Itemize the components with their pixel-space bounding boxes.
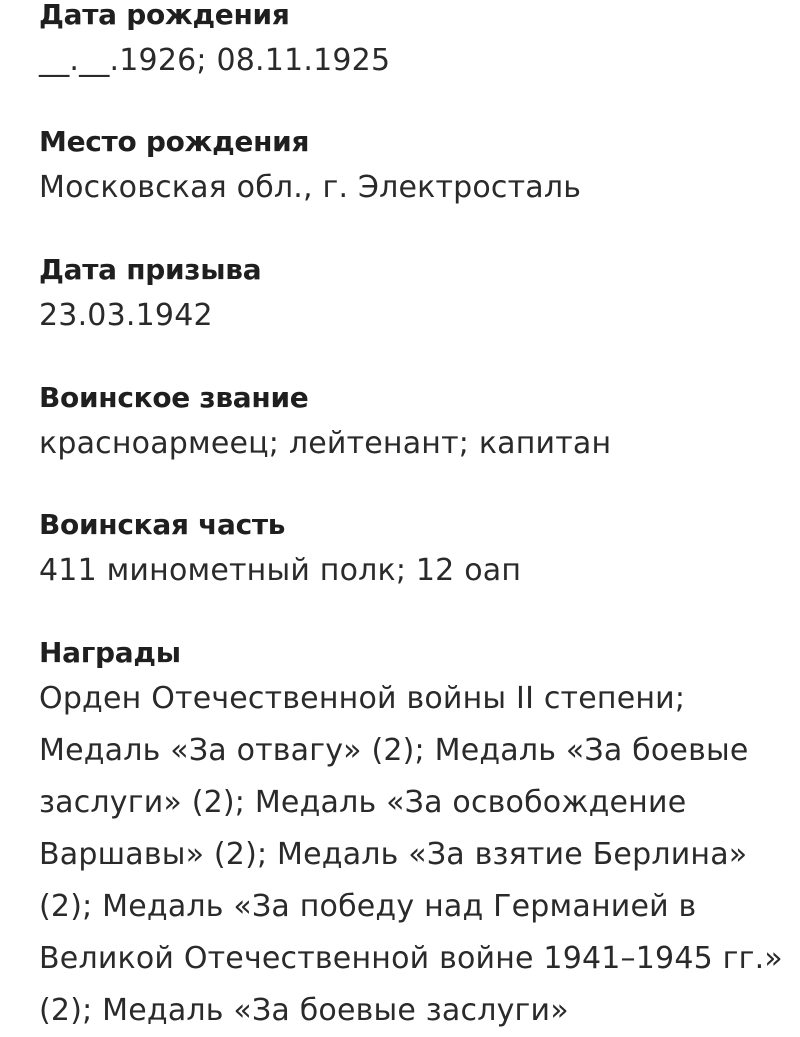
- field-label: Дата призыва: [39, 253, 262, 286]
- field-awards: [39, 635, 783, 1037]
- field-label: Место рождения: [39, 125, 310, 158]
- field-military-rank: [39, 380, 779, 470]
- field-conscription-date: [39, 252, 779, 342]
- field-label: Воинская часть: [39, 508, 286, 541]
- field-birth-date: [39, 0, 779, 87]
- field-label: Награды: [39, 636, 181, 669]
- field-birth-place: [39, 124, 779, 214]
- awards-line: (2); Медаль «За победу над Германией в: [39, 889, 697, 924]
- field-value: __.__.1926; 08.11.1925: [39, 43, 391, 78]
- field-value: 23.03.1942: [39, 298, 213, 333]
- awards-line: Великой Отечественной войне 1941–1945 гг.»: [39, 941, 783, 976]
- awards-list: [39, 673, 783, 1037]
- field-label: Воинское звание: [39, 381, 309, 414]
- awards-line: заслуги» (2); Медаль «За освобождение: [39, 785, 687, 820]
- awards-line: (2); Медаль «За боевые заслуги»: [39, 993, 569, 1028]
- field-military-unit: [39, 507, 779, 597]
- field-value: 411 минометный полк; 12 оап: [39, 553, 522, 588]
- field-value: красноармеец; лейтенант; капитан: [39, 426, 612, 461]
- awards-line: Варшавы» (2); Медаль «За взятие Берлина»: [39, 837, 748, 872]
- awards-line: Медаль «За отвагу» (2); Медаль «За боевые: [39, 733, 749, 768]
- field-value: Московская обл., г. Электросталь: [39, 170, 582, 205]
- awards-line: Орден Отечественной войны II степени;: [39, 681, 686, 716]
- field-label: Дата рождения: [39, 0, 290, 31]
